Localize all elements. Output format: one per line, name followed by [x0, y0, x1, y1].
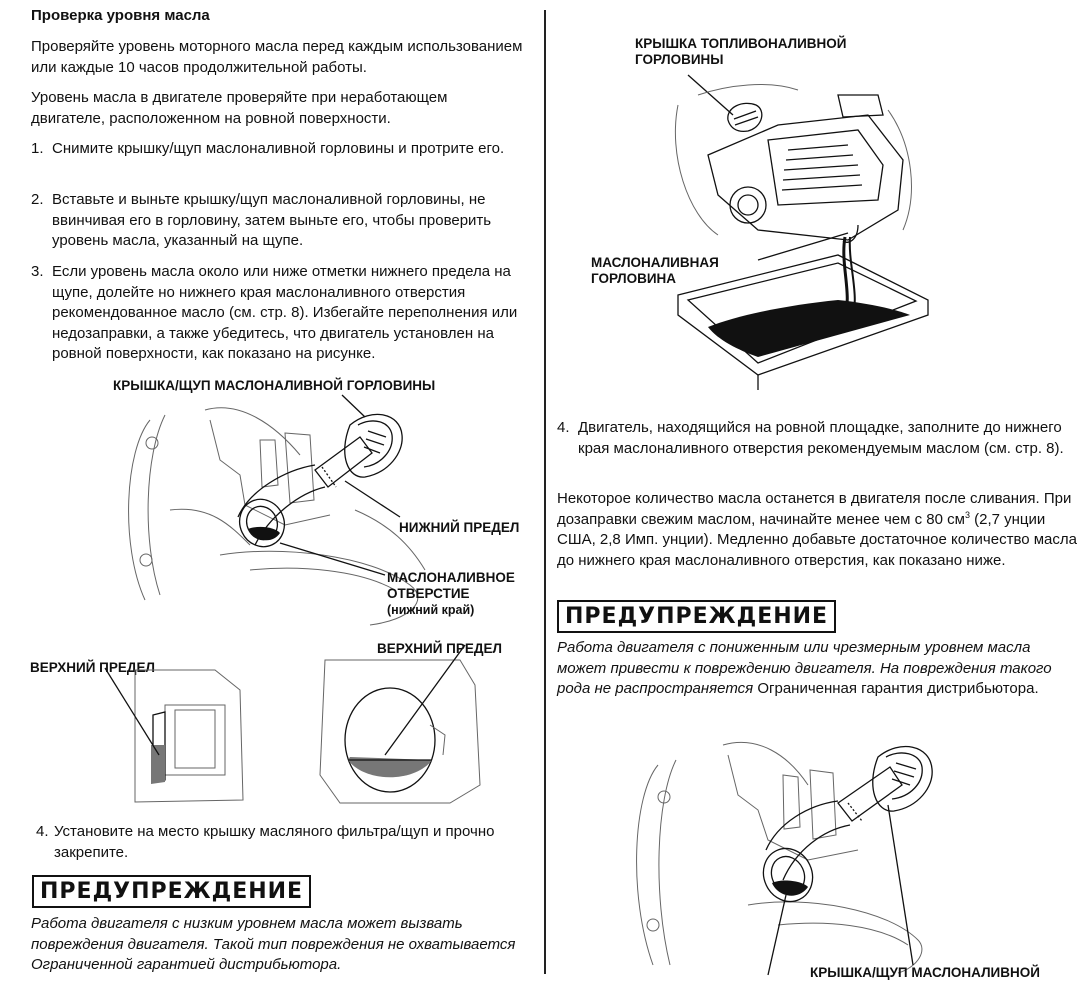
warning-text-normal: Ограниченная гарантия дистрибьютора.	[753, 680, 1039, 697]
warning-text	[557, 638, 1082, 700]
step-text: Установите на место крышку масляного фильтра/щуп и прочно закрепите.	[54, 823, 495, 861]
warning-title: ПРЕДУПРЕЖДЕНИЕ	[32, 875, 311, 908]
intro-paragraph-1: Проверяйте уровень моторного масла перед каждым использованием или каждые 10 часов продолжительной работы.	[31, 38, 523, 76]
step-number: 2.	[31, 191, 44, 208]
oil-hole-upper-limit-illustration	[310, 655, 525, 810]
step-text: Снимите крышку/щуп маслоналивной горловины и протрите его.	[52, 140, 505, 157]
step-number: 4.	[36, 823, 49, 840]
oil-filler-illustration	[628, 735, 948, 975]
label-oil-hole-1: МАСЛОНАЛИВНОЕ	[387, 570, 515, 585]
label-oil-neck-1: МАСЛОНАЛИВНАЯ	[591, 255, 719, 270]
label-upper-limit-right: ВЕРХНИЙ ПРЕДЕЛ	[377, 641, 502, 656]
label-oil-cap: КРЫШКА/ЩУП МАСЛОНАЛИВНОЙ ГОРЛОВИНЫ	[113, 378, 436, 393]
oil-remaining-paragraph	[557, 489, 1077, 571]
label-oil-hole-2: ОТВЕРСТИЕ	[387, 586, 470, 601]
step-text: Вставьте и выньте крышку/щуп маслоналивной горловины, не ввинчивая его в горловину, затем выньте его, чтобы проверить уровень масла, указанный на щупе.	[52, 191, 492, 249]
paragraph-text-end: (2,7 унции США, 2,8 Имп. унции). Медленно добавьте достаточное количество масла до нижнего края маслоналивного отверстия, как показано ниже.	[557, 510, 1077, 569]
warning-text-italic: Работа двигателя с пониженным или чрезмерным уровнем масла может привести к повреждению двигателя. На повреждения такого рода не распространяется	[557, 639, 1052, 697]
label-oil-cap-bottom: КРЫШКА/ЩУП МАСЛОНАЛИВНОЙ	[810, 965, 1040, 980]
label-fuel-cap-2: ГОРЛОВИНЫ	[635, 52, 724, 67]
label-lower-limit: НИЖНИЙ ПРЕДЕЛ	[399, 520, 520, 535]
step-text: Двигатель, находящийся на ровной площадке, заполните до нижнего края маслоналивного отверстия рекомендуемым маслом (см. стр. 8).	[578, 419, 1064, 457]
superscript-3: 3	[964, 509, 970, 520]
warning-text: Работа двигателя с низким уровнем масла может вызвать повреждения двигателя. Такой тип повреждения не охватывается Ограниченной гарантией дистрибьютора.	[31, 915, 516, 973]
label-oil-neck-2: ГОРЛОВИНА	[591, 271, 677, 286]
step-number: 3.	[31, 263, 44, 280]
label-fuel-cap-1: КРЫШКА ТОПЛИВОНАЛИВНОЙ	[635, 36, 847, 51]
step-number: 4.	[557, 419, 570, 436]
dipstick-upper-limit-illustration	[125, 650, 255, 810]
intro-paragraph-2: Уровень масла в двигателе проверяйте при неработающем двигателе, расположенном на ровной поверхности.	[31, 89, 448, 127]
section-heading: Проверка уровня масла	[31, 7, 210, 24]
left-column	[0, 0, 544, 974]
right-column	[548, 0, 1088, 980]
engine-oil-cap-illustration	[110, 395, 540, 630]
warning-title: ПРЕДУПРЕЖДЕНИЕ	[557, 600, 836, 633]
label-upper-limit-left: ВЕРХНИЙ ПРЕДЕЛ	[30, 660, 155, 675]
column-divider	[544, 10, 546, 974]
paragraph-text-start: Некоторое количество масла останется в двигателя после сливания. При дозаправки свежим маслом, начинайте менее чем с 80 см	[557, 490, 1072, 528]
step-text: Если уровень масла около или ниже отметки нижнего предела на щупе, долейте но нижнего края маслоналивного отверстия рекомендованное масло (см. стр. 8). Избегайте переполнения или недозаправки, а также убедитесь, что двигатель установлен на ровной поверхности, как показано на рисунке.	[52, 263, 518, 362]
oil-draining-illustration	[648, 65, 928, 385]
step-number: 1.	[31, 140, 44, 157]
label-oil-hole-3: (нижний край)	[387, 603, 475, 617]
